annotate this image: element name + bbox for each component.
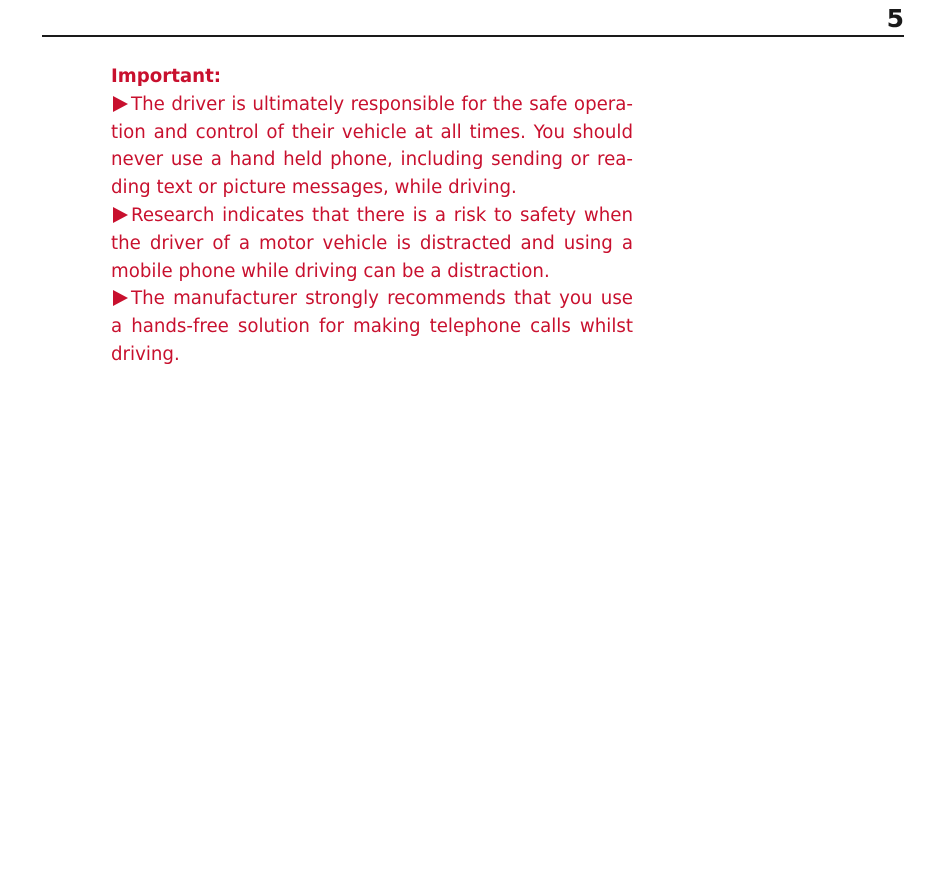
notice-heading: Important: <box>111 66 222 87</box>
header-rule <box>42 35 904 37</box>
right-triangle-icon <box>113 207 128 223</box>
page-number: 5 <box>886 4 904 33</box>
important-notice <box>111 63 633 369</box>
right-triangle-icon <box>113 290 128 306</box>
right-triangle-icon <box>113 96 128 112</box>
notice-item <box>111 285 633 368</box>
notice-item-text: The driver is ultimately responsible for the safe operation and control of their vehicle at all times. You should never use a hand held phone, including sending or reading text or picture messages, while driving. <box>111 93 633 199</box>
notice-item <box>111 202 633 285</box>
notice-item-text: Research indicates that there is a risk to safety when the driver of a motor vehicle is distracted and using a mobile phone while driving can be a distraction. <box>111 204 633 282</box>
notice-item-text: The manufacturer strongly recommends that you use a hands-free solution for making telephone calls whilst driving. <box>111 288 633 365</box>
notice-item <box>111 91 633 202</box>
